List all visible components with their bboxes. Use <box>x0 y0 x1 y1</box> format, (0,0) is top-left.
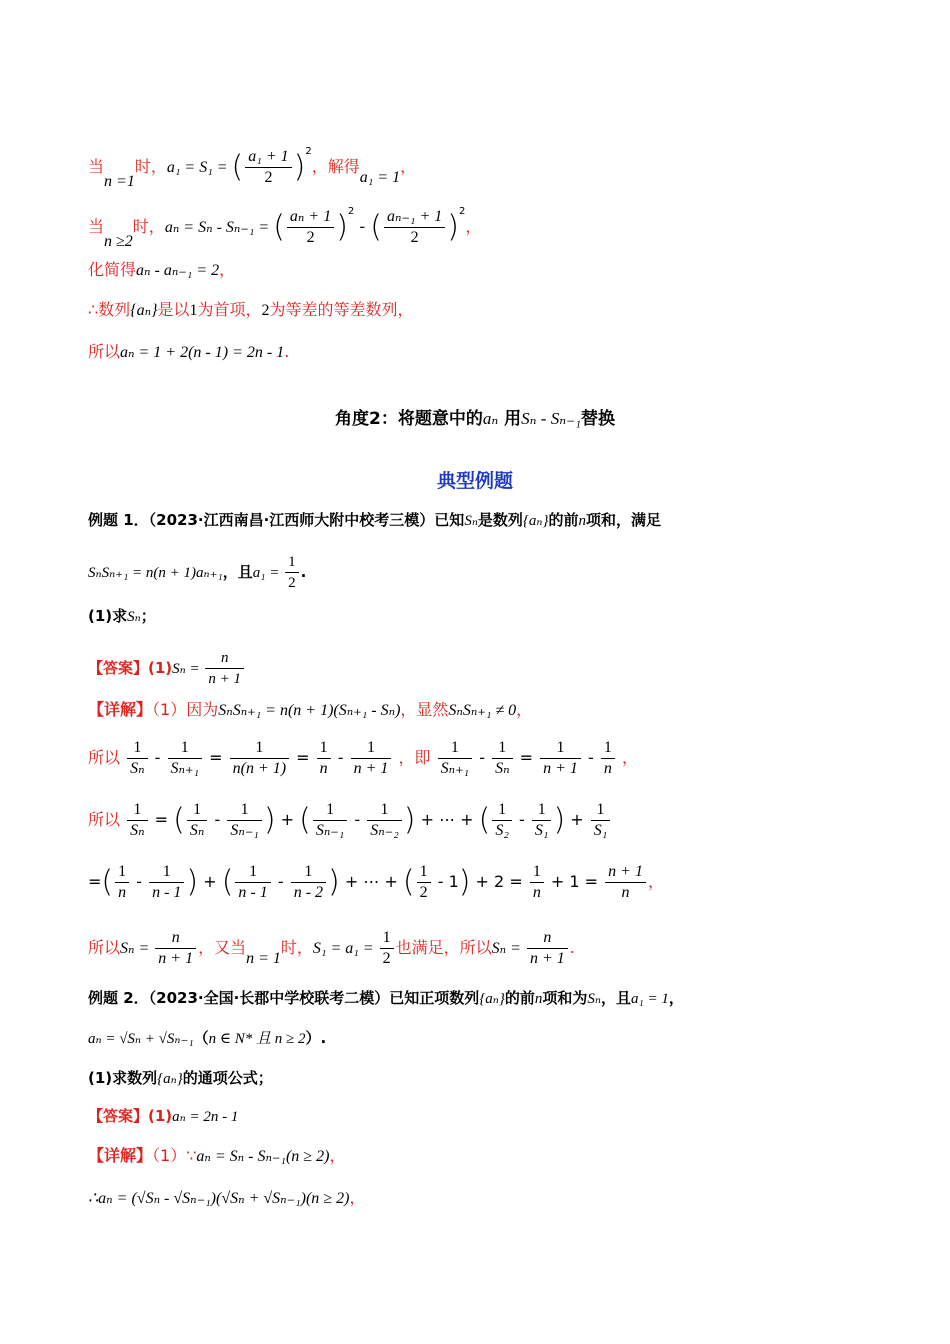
op: + 2 = <box>470 872 528 891</box>
fraction <box>127 800 147 841</box>
fraction <box>287 207 334 248</box>
math-expression <box>125 739 398 777</box>
paren: ( <box>173 802 185 838</box>
fraction <box>438 738 473 779</box>
example-2-question <box>88 1066 273 1091</box>
math-s: Sₙ <box>587 991 602 1007</box>
text: ， <box>516 700 533 719</box>
text: 替换 <box>580 409 615 429</box>
text: 所以 <box>88 748 121 767</box>
derivation-line-1 <box>88 140 416 194</box>
text: (1) <box>148 659 173 677</box>
op: - 1 <box>432 872 459 891</box>
numerator: 1 <box>291 862 326 883</box>
paren: ) <box>336 209 348 245</box>
numerator: 1 <box>230 738 289 759</box>
fraction <box>230 738 289 779</box>
text: 时， <box>134 157 167 176</box>
fraction <box>155 928 196 969</box>
denominator: Sₙ₋₂ <box>370 822 399 839</box>
op: - <box>149 748 166 767</box>
math-seq: {aₙ} <box>157 1071 183 1087</box>
denominator: n(n + 1) <box>232 760 287 777</box>
numerator: 1 <box>127 800 147 821</box>
paren: ( <box>299 802 311 838</box>
denominator: n + 1 <box>529 950 565 967</box>
numerator: 1 <box>540 738 581 759</box>
answer-tag: 【答案】 <box>88 659 149 677</box>
text: 例题 1．（2023·江西南昌·江西师大附中校考三模）已知 <box>88 511 465 529</box>
op: = <box>149 810 174 829</box>
denominator: n - 2 <box>293 884 324 901</box>
text: ， <box>400 157 417 176</box>
math-s: Sₙ <box>464 513 478 529</box>
text: 角度2：将题意中的 <box>335 409 483 429</box>
denominator: 2 <box>288 575 296 591</box>
paren: ) <box>263 802 276 838</box>
value: 2 <box>261 302 270 319</box>
denominator: n <box>621 884 630 901</box>
fraction <box>591 800 611 841</box>
derivation-line-5 <box>88 340 289 365</box>
paren: ( <box>370 209 382 245</box>
text: . <box>300 563 307 581</box>
numerator: 1 <box>149 862 184 883</box>
math-cond: n =1 <box>104 173 135 190</box>
example-1-detail-5 <box>88 928 575 971</box>
text: 是以 <box>157 300 190 319</box>
text: 的通项公式； <box>182 1069 273 1087</box>
paren: ) <box>458 864 471 900</box>
denominator: n - 1 <box>152 884 182 901</box>
text: . <box>284 342 290 361</box>
fraction <box>285 552 299 593</box>
denominator: Sₙ <box>189 822 205 839</box>
op: + ⋯ + <box>415 810 479 829</box>
numerator: 1 <box>235 862 270 883</box>
math-result: a₁ = 1 <box>359 169 401 186</box>
denominator: n <box>319 760 328 777</box>
numerator: 1 <box>492 738 512 759</box>
math-eq: SₙSₙ₊₁ = n(n + 1)aₙ₊₁ <box>88 565 223 581</box>
math-eq: a₁ = S₁ = <box>166 159 232 176</box>
denominator: S₂ <box>495 822 509 839</box>
text: 所以 <box>88 342 121 361</box>
value: 1 <box>189 302 198 319</box>
text: (1) <box>148 1107 173 1125</box>
example-1-detail-3 <box>88 800 612 841</box>
numerator: aₙ + 1 <box>287 207 334 228</box>
fraction <box>227 800 262 841</box>
text: （1）因为 <box>152 700 219 719</box>
math-cond: n ∈ N* 且 n ≥ 2 <box>208 1031 306 1047</box>
text: ∴数列 <box>88 300 131 319</box>
text: 时， <box>132 217 165 236</box>
paren: ( <box>478 802 491 838</box>
fraction <box>527 928 568 969</box>
op: - <box>131 872 148 891</box>
fraction <box>605 862 646 903</box>
text: ， <box>349 1188 366 1207</box>
op: - <box>582 748 599 767</box>
fraction <box>235 862 270 903</box>
text: 当 <box>88 157 105 176</box>
text: ， <box>219 260 236 279</box>
fraction <box>205 648 244 689</box>
numerator: aₙ₋₁ + 1 <box>384 207 445 228</box>
op: - <box>332 748 349 767</box>
example-1-header <box>88 508 661 533</box>
text: 时， <box>280 938 313 957</box>
denominator: n <box>532 884 541 901</box>
denominator: S₁ <box>534 822 549 839</box>
text: 当 <box>88 217 105 236</box>
derivation-line-4 <box>88 298 414 323</box>
text: （1）∵ <box>152 1146 197 1165</box>
op: = <box>88 872 102 891</box>
text: ）. <box>305 1029 327 1047</box>
fraction <box>384 207 445 248</box>
denominator: Sₙ <box>130 760 145 777</box>
text: （ <box>193 1029 209 1047</box>
text: . <box>569 938 575 957</box>
numerator: 1 <box>285 552 299 573</box>
numerator: n <box>527 928 568 949</box>
text: 所以 <box>88 938 121 957</box>
example-2-detail-2 <box>88 1186 365 1211</box>
denominator: 2 <box>264 169 273 186</box>
math-seq: {aₙ} <box>130 302 158 319</box>
numerator: 1 <box>591 800 611 821</box>
answer-tag: 【答案】 <box>88 1107 149 1125</box>
fraction <box>540 738 581 779</box>
numerator: 1 <box>367 800 402 821</box>
op: - <box>349 810 366 829</box>
example-1-condition <box>88 552 306 593</box>
numerator: 1 <box>351 738 392 759</box>
text: 的前 <box>504 989 535 1007</box>
numerator: 1 <box>127 738 147 759</box>
numerator: 1 <box>492 800 512 821</box>
example-2-header <box>88 986 684 1011</box>
fraction <box>115 862 129 903</box>
paren: ) <box>293 149 306 185</box>
op: + ⋯ + <box>339 872 403 891</box>
math-eq: ∴aₙ = (√Sₙ - √Sₙ₋₁)(√Sₙ + √Sₙ₋₁)(n ≥ 2) <box>88 1190 350 1207</box>
numerator: 1 <box>317 738 331 759</box>
numerator: n <box>155 928 196 949</box>
op: + <box>565 810 589 829</box>
text: ，显然 <box>400 700 449 719</box>
text: ，且 <box>222 563 253 581</box>
op: - <box>513 810 530 829</box>
denominator: n + 1 <box>208 671 241 687</box>
denominator: n + 1 <box>158 950 194 967</box>
math-eq: aₙ - aₙ₋₁ = 2 <box>136 262 220 279</box>
paren: ) <box>447 209 459 245</box>
paren: ) <box>403 802 416 838</box>
paren: ) <box>186 864 199 900</box>
fraction <box>380 928 394 969</box>
text: 化简得 <box>88 260 137 279</box>
math-cond: n = 1 <box>246 950 281 967</box>
example-1-detail-1 <box>88 698 532 723</box>
fraction <box>187 800 207 841</box>
text: ，解得 <box>311 157 360 176</box>
fraction <box>417 862 431 903</box>
text: ， <box>647 872 664 891</box>
text: 例题 2．（2023·全国·长郡中学校联考二模）已知正项数列 <box>88 989 480 1007</box>
denominator: 2 <box>419 884 428 901</box>
text: ， <box>465 217 482 236</box>
paren: ) <box>553 802 566 838</box>
fraction <box>168 738 203 779</box>
example-1-question <box>88 604 156 629</box>
numerator: 1 <box>530 862 544 883</box>
text: ，又当 <box>198 938 247 957</box>
fraction <box>492 738 512 779</box>
op: = <box>291 748 315 767</box>
fraction <box>291 862 326 903</box>
denominator: n + 1 <box>353 760 389 777</box>
text: ，即 <box>398 748 431 767</box>
math-lhs: Sₙ = <box>120 940 154 957</box>
paren: ) <box>328 864 340 900</box>
math-expression <box>436 739 622 777</box>
text: 为等差的等差数列， <box>269 300 414 319</box>
example-1-detail-2 <box>88 738 638 779</box>
math-eq: aₙ = 1 + 2(n - 1) = 2n - 1 <box>120 344 285 361</box>
math-ss: Sₙ - Sₙ₋₁ <box>521 409 581 428</box>
text: ，且 <box>601 989 632 1007</box>
math-eq: aₙ = Sₙ - Sₙ₋₁ = <box>164 219 274 236</box>
text: 的前 <box>548 511 579 529</box>
denominator: n <box>603 760 612 777</box>
fraction <box>492 800 512 841</box>
numerator: 1 <box>115 862 129 883</box>
numerator: 1 <box>380 928 394 949</box>
example-1-answer <box>88 648 246 689</box>
fraction <box>245 147 291 188</box>
example-2-answer <box>88 1104 238 1129</box>
math-eq: aₙ = √Sₙ + √Sₙ₋₁ <box>88 1031 194 1047</box>
detail-tag: 【详解】 <box>88 1146 153 1165</box>
denominator: n <box>118 884 127 901</box>
math-seq: {aₙ} <box>479 991 505 1007</box>
math-an: aₙ <box>482 409 499 428</box>
paren: ( <box>221 864 234 900</box>
denominator: n - 1 <box>238 884 268 901</box>
numerator: 1 <box>438 738 473 759</box>
fraction <box>367 800 402 841</box>
text: 用 <box>498 409 522 429</box>
exponent: 2 <box>458 206 466 217</box>
math-a1: a₁ = <box>252 565 284 581</box>
fraction <box>601 738 615 779</box>
text: 是数列 <box>477 511 523 529</box>
fraction <box>127 738 147 779</box>
numerator: 1 <box>168 738 203 759</box>
fraction <box>149 862 184 903</box>
denominator: S₁ <box>593 822 608 839</box>
text: 也满足，所以 <box>395 938 492 957</box>
denominator: Sₙ <box>495 760 510 777</box>
math-eq: aₙ = 2n - 1 <box>172 1109 239 1125</box>
text: (1)求数列 <box>88 1069 158 1087</box>
derivation-line-2 <box>88 200 481 254</box>
op: - <box>272 872 289 891</box>
minus: - <box>354 217 371 236</box>
example-1-detail-4: =( $\frac{1}{n}$ - $\frac{1}{n - 1}$ ) + ( $\frac{1}{n - 1}$ - $\frac{1}{n - 2}$ ) + ⋯ + ( $\frac{1}{2}$ - 1) + 2 = $\frac{1}{n}$ + 1 = $\frac{n + 1}{n}$ ， <box>88 863 664 901</box>
numerator: a₁ + 1 <box>245 147 291 168</box>
math-eq: SₙSₙ₊₁ ≠ 0 <box>448 702 517 719</box>
denominator: n + 1 <box>543 760 578 777</box>
text: 项和，满足 <box>586 511 662 529</box>
op: - <box>474 748 491 767</box>
math-n: n <box>534 991 543 1007</box>
section-title: 典型例题 <box>436 470 513 492</box>
numerator: 1 <box>417 862 431 883</box>
denominator: 2 <box>306 229 315 246</box>
denominator: 2 <box>410 229 419 246</box>
denominator: Sₙ₋₁ <box>315 822 345 839</box>
math-lhs: Sₙ = <box>491 940 525 957</box>
op: + <box>275 810 300 829</box>
fraction <box>530 862 544 903</box>
numerator: 1 <box>187 800 207 821</box>
math-n: n <box>578 513 587 529</box>
text: 为首项， <box>197 300 262 319</box>
math-expression <box>125 801 612 839</box>
denominator: Sₙ₊₁ <box>170 760 200 777</box>
paren: ( <box>273 209 285 245</box>
denominator: Sₙ₊₁ <box>440 760 470 777</box>
paren: ( <box>231 149 244 185</box>
math-lhs: Sₙ = <box>172 661 204 677</box>
exponent: 2 <box>305 146 312 157</box>
math-seq: {aₙ} <box>522 513 549 529</box>
angle-heading <box>0 404 950 429</box>
derivation-line-3 <box>88 258 235 283</box>
numerator: 1 <box>601 738 615 759</box>
numerator: 1 <box>313 800 348 821</box>
fraction <box>351 738 392 779</box>
text: 所以 <box>88 810 121 829</box>
example-2-condition <box>88 1026 326 1051</box>
paren: ( <box>402 864 415 900</box>
text: 项和为 <box>542 989 588 1007</box>
numerator: n <box>205 648 244 669</box>
numerator: 1 <box>227 800 262 821</box>
math-eq: S₁ = a₁ = <box>312 940 378 957</box>
text: ， <box>329 1146 346 1165</box>
math-s: Sₙ <box>127 609 141 625</box>
math-eq: aₙ = Sₙ - Sₙ₋₁(n ≥ 2) <box>196 1148 330 1165</box>
op: + 1 = <box>545 872 604 891</box>
text: ； <box>140 607 156 625</box>
denominator: Sₙ₋₁ <box>230 822 259 839</box>
fraction <box>317 738 331 779</box>
exponent: 2 <box>347 206 355 217</box>
math-a1: a₁ = 1 <box>631 991 669 1007</box>
numerator: n + 1 <box>605 862 646 883</box>
math-eq: SₙSₙ₊₁ = n(n + 1)(Sₙ₊₁ - Sₙ) <box>218 702 401 719</box>
fraction <box>313 800 348 841</box>
op: = <box>204 748 228 767</box>
denominator: Sₙ <box>130 822 145 839</box>
text: ， <box>668 989 684 1007</box>
detail-tag: 【详解】 <box>88 700 153 719</box>
op: - <box>209 810 226 829</box>
paren: ( <box>101 864 114 900</box>
numerator: 1 <box>532 800 552 821</box>
math-cond: n ≥2 <box>104 233 133 250</box>
fraction <box>532 800 552 841</box>
text: (1)求 <box>88 607 128 625</box>
op: = <box>514 748 539 767</box>
example-2-detail-1 <box>88 1144 345 1169</box>
text: ， <box>621 748 638 767</box>
denominator: 2 <box>382 950 391 967</box>
